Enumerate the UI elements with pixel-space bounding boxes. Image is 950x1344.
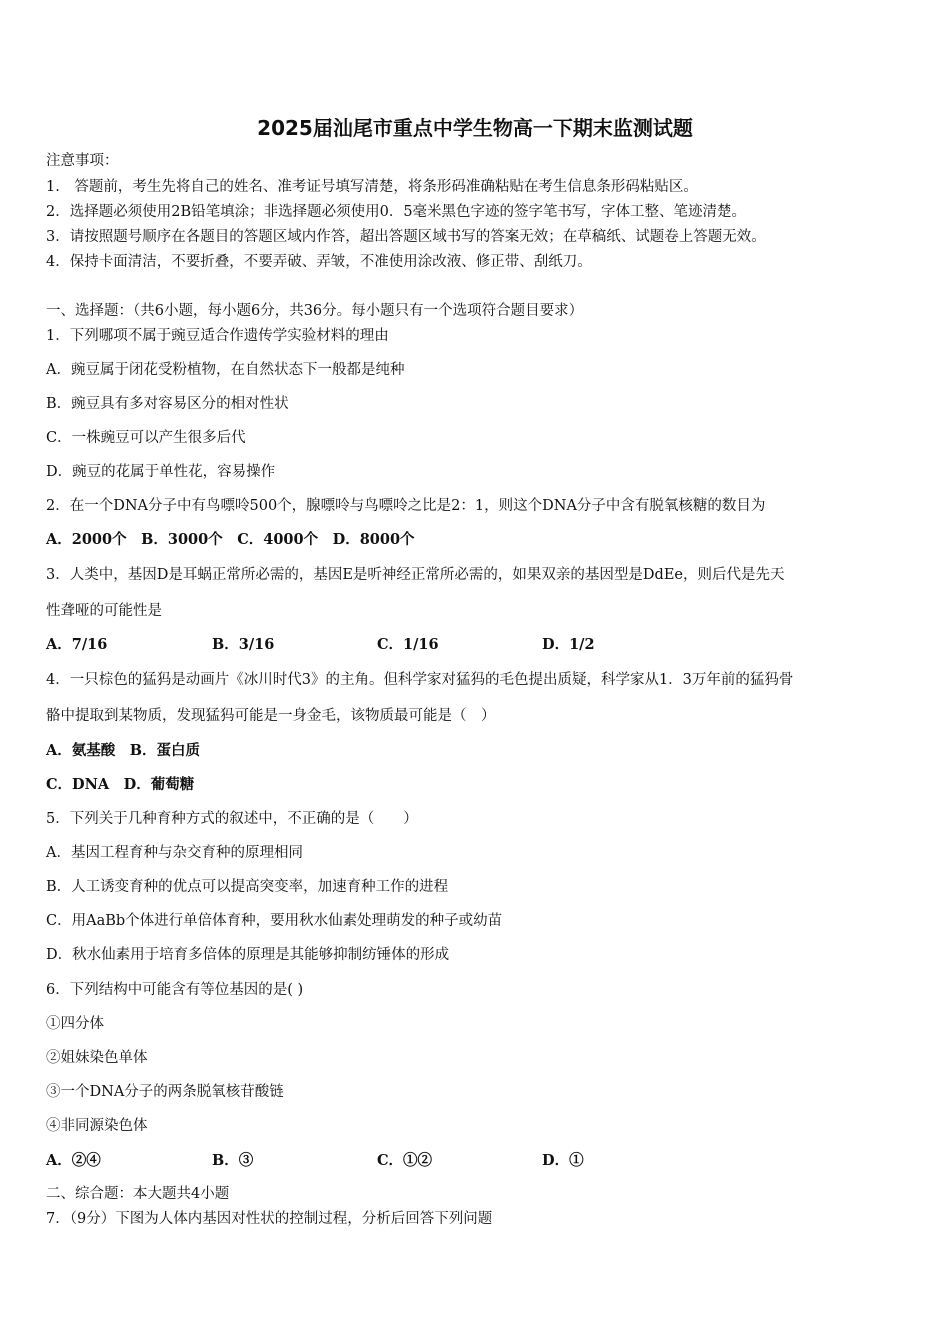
question-6-item: ③一个DNA分子的两条脱氧核苷酸链 <box>46 1084 284 1100</box>
exam-title: 2025届汕尾市重点中学生物高一下期末监测试题 <box>257 116 693 140</box>
notice-item: 3．请按照题号顺序在各题目的答题区域内作答，超出答题区域书写的答案无效；在草稿纸、试题卷上答题无效。 <box>46 229 766 245</box>
question-2-options: A．2000个 B．3000个 C．4000个 D．8000个 <box>46 531 415 548</box>
question-6-option-b: B．③ <box>212 1152 254 1169</box>
section1-heading: 一、选择题：（共6小题，每小题6分，共36分。每小题只有一个选项符合题目要求） <box>46 303 584 319</box>
question-6-item: ②姐妹染色单体 <box>46 1050 148 1066</box>
question-5-stem: 5．下列关于几种育种方式的叙述中，不正确的是（ ） <box>46 811 418 827</box>
question-6-option-c: C．①② <box>377 1152 433 1169</box>
question-1-option-d: D．豌豆的花属于单性花，容易操作 <box>46 464 276 480</box>
question-6-item: ①四分体 <box>46 1016 104 1032</box>
notice-item: 4．保持卡面清洁，不要折叠，不要弄破、弄皱，不准使用涂改液、修正带、刮纸刀。 <box>46 254 592 270</box>
question-3-option-d: D．1/2 <box>542 636 595 653</box>
question-4-options-cd: C．DNA D．葡萄糖 <box>46 776 195 793</box>
notice-item: 2．选择题必须使用2B铅笔填涂；非选择题必须使用0．5毫米黑色字迹的签字笔书写，字体工整、笔迹清楚。 <box>46 204 747 220</box>
question-3-stem: 3．人类中，基因D是耳蜗正常所必需的，基因E是听神经正常所必需的，如果双亲的基因型是DdEe，则后代是先天 <box>46 567 785 583</box>
question-3-stem-cont: 性聋哑的可能性是 <box>46 603 162 619</box>
question-6-option-d: D．① <box>542 1152 584 1169</box>
question-5-option-d: D．秋水仙素用于培育多倍体的原理是其能够抑制纺锤体的形成 <box>46 947 450 963</box>
question-1-stem: 1．下列哪项不属于豌豆适合作遗传学实验材料的理由 <box>46 328 389 344</box>
notice-heading: 注意事项： <box>46 153 119 169</box>
question-6-item: ④非同源染色体 <box>46 1118 148 1134</box>
question-4-options-ab: A．氨基酸 B．蛋白质 <box>46 742 201 759</box>
section2-heading: 二、综合题：本大题共4小题 <box>46 1186 230 1202</box>
question-4-stem-cont: 骼中提取到某物质，发现猛犸可能是一身金毛，该物质最可能是（ ） <box>46 708 496 724</box>
question-6-option-a: A．②④ <box>46 1152 101 1169</box>
question-5-option-b: B．人工诱变育种的优点可以提高突变率，加速育种工作的进程 <box>46 879 449 895</box>
question-1-option-b: B．豌豆具有多对容易区分的相对性状 <box>46 396 289 412</box>
question-7-stem: 7．（9分）下图为人体内基因对性状的控制过程，分析后回答下列问题 <box>46 1211 493 1227</box>
question-5-option-a: A．基因工程育种与杂交育种的原理相同 <box>46 845 303 861</box>
question-6-stem: 6．下列结构中可能含有等位基因的是( ) <box>46 982 304 998</box>
question-4-stem: 4．一只棕色的猛犸是动画片《冰川时代3》的主角。但科学家对猛犸的毛色提出质疑，科学家从1．3万年前的猛犸骨 <box>46 672 794 688</box>
question-1-option-c: C．一株豌豆可以产生很多后代 <box>46 430 246 446</box>
question-3-option-c: C．1/16 <box>377 636 439 653</box>
question-1-option-a: A．豌豆属于闭花受粉植物，在自然状态下一般都是纯种 <box>46 362 405 378</box>
question-2-stem: 2．在一个DNA分子中有鸟嘌呤500个，腺嘌呤与鸟嘌呤之比是2：1，则这个DNA分子中含有脱氧核糖的数目为 <box>46 498 766 514</box>
notice-item: 1. 答题前，考生先将自己的姓名、准考证号填写清楚，将条形码准确粘贴在考生信息条形码粘贴区。 <box>46 179 698 195</box>
question-3-option-b: B．3/16 <box>212 636 275 653</box>
question-3-option-a: A．7/16 <box>46 636 108 653</box>
question-5-option-c: C．用AaBb个体进行单倍体育种，要用秋水仙素处理萌发的种子或幼苗 <box>46 913 503 929</box>
